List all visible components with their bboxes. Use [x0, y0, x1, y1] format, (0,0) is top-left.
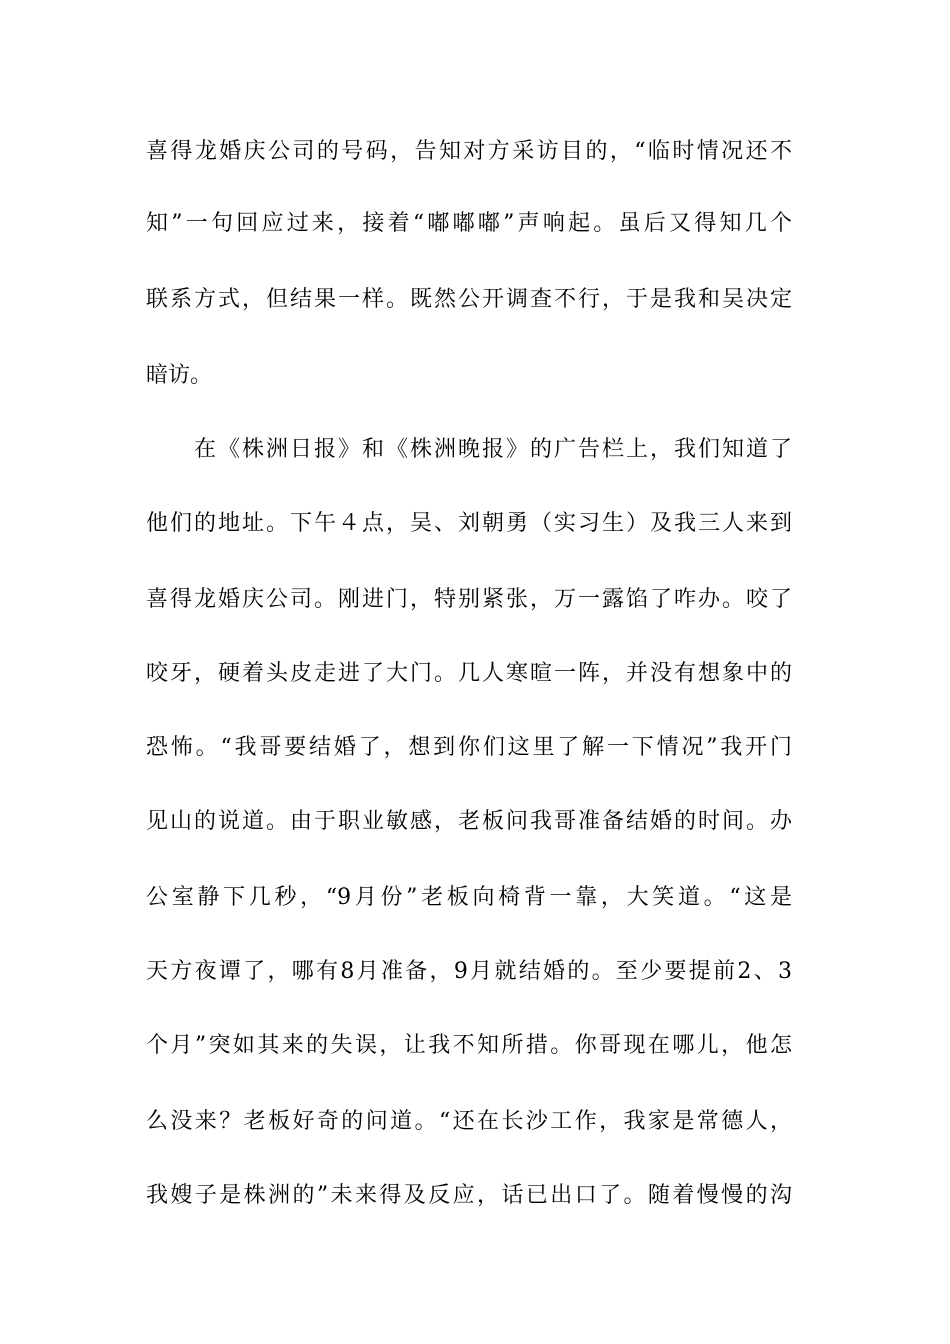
text-line: 咬牙，硬着头皮走进了大门。几人寒暄一阵，并没有想象中的 [146, 661, 792, 686]
text-line: 见山的说道。由于职业敏感，老板问我哥准备结婚的时间。办 [146, 809, 792, 834]
paragraph-first-line: 在《株洲日报》和《株洲晚报》的广告栏上，我们知道了 [194, 437, 792, 462]
text-line: 联系方式，但结果一样。既然公开调查不行，于是我和吴决定 [146, 287, 792, 312]
text-line: 个月”突如其来的失误，让我不知所措。你哥现在哪儿，他怎 [146, 1033, 792, 1058]
text-line: 知”一句回应过来，接着“嘟嘟嘟”声响起。虽后又得知几个 [146, 211, 792, 236]
text-line: 喜得龙婚庆公司的号码，告知对方采访目的，“临时情况还不 [146, 139, 792, 164]
text-line: 么没来？老板好奇的问道。“还在长沙工作，我家是常德人， [146, 1109, 792, 1134]
text-line: 我嫂子是株洲的”未来得及反应，话已出口了。随着慢慢的沟 [146, 1183, 792, 1208]
text-line: 喜得龙婚庆公司。刚进门，特别紧张，万一露馅了咋办。咬了 [146, 587, 792, 612]
text-line: 暗访。 [146, 363, 213, 388]
text-line: 恐怖。“我哥要结婚了，想到你们这里了解一下情况”我开门 [146, 735, 792, 760]
text-line: 他们的地址。下午４点，吴、刘朝勇（实习生）及我三人来到 [146, 511, 792, 536]
text-line: 天方夜谭了，哪有8月准备，9月就结婚的。至少要提前2、3 [146, 959, 792, 984]
text-line: 公室静下几秒，“9月份”老板向椅背一靠，大笑道。“这是 [146, 885, 792, 910]
